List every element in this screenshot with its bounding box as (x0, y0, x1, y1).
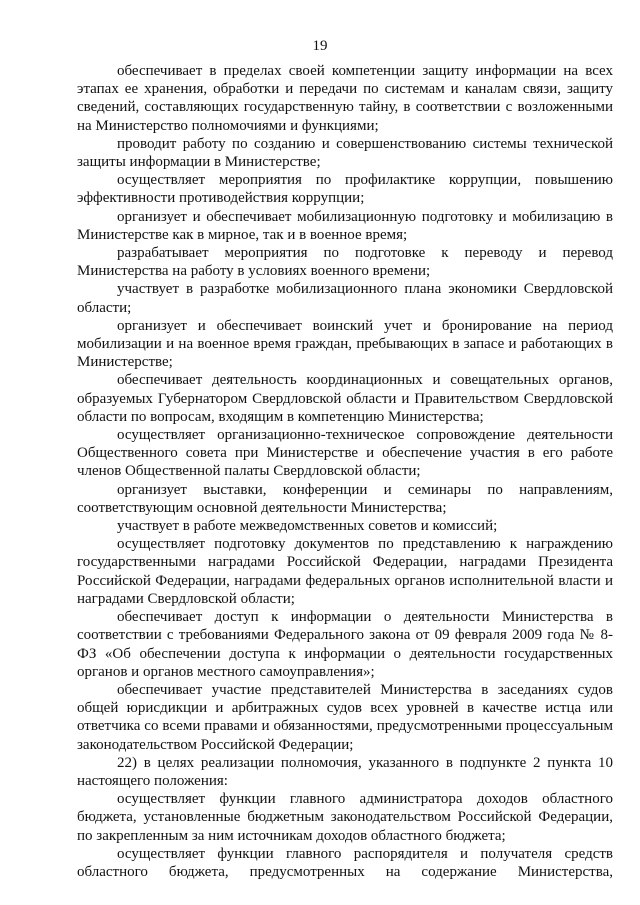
paragraph-mobilization-plan: участвует в разработке мобилизационного плана экономики Свердловской области; (77, 281, 613, 316)
paragraph-budget-manager: осуществляет функции главного распорядителя и получателя средств областного бюджета, предусмотренных на содержание Министерства, (77, 845, 613, 880)
paragraph-item-22: 22) в целях реализации полномочия, указанного в подпункте 2 пункта 10 настоящего положения: (77, 754, 613, 789)
paragraph-wartime-transfer: разрабатывает мероприятия по подготовке к переводу и перевод Министерства на работу в условиях военного времени; (77, 245, 613, 280)
paragraph-military-registration: организует и обеспечивает воинский учет и бронирование на период мобилизации и на военное время граждан, пребывающих в запасе и работающих в Министерстве; (77, 317, 613, 371)
paragraph-coordination-bodies: обеспечивает деятельность координационных и совещательных органов, образуемых Губернатором Свердловской области и Правительством Свердловской области по вопросам, входящим в компетенцию Министерства; (77, 372, 613, 425)
document-body (77, 62, 613, 881)
paragraph-anticorruption: осуществляет мероприятия по профилактике коррупции, повышению эффективности противодействия коррупции; (77, 172, 613, 207)
paragraph-interagency-councils: участвует в работе межведомственных советов и комиссий; (117, 518, 498, 535)
paragraph-mobilization-preparation: организует и обеспечивает мобилизационную подготовку и мобилизацию в Министерстве как в мирное, так и в военное время; (77, 208, 613, 243)
paragraph-information-protection: обеспечивает в пределах своей компетенции защиту информации на всех этапах ее хранения, обработки и передачи по системам и каналам связи, защиту сведений, составляющих государственную тайну, в соответствии с возложенными на Министерство полномочиями и функциями; (77, 63, 613, 134)
paragraph-court-participation: обеспечивает участие представителей Министерства в заседаниях судов общей юрисдикции и арбитражных судов всех уровней в качестве истца или ответчика со всеми правами и обязанностями, предусмотренными процессуальным законодательством Российской Федерации; (77, 681, 613, 753)
paragraph-exhibitions: организует выставки, конференции и семинары по направлениям, соответствующим основной деятельности Министерства; (77, 481, 613, 516)
paragraph-public-council: осуществляет организационно-техническое сопровождение деятельности Общественного совета при Министерстве и обеспечение участия в его работе членов Общественной палаты Свердловской области; (77, 427, 613, 480)
paragraph-information-access: обеспечивает доступ к информации о деятельности Министерства в соответствии с требованиями Федерального закона от 09 февраля 2009 года № 8-ФЗ «Об обеспечении доступа к информации о деятельности государственных органов и органов местного самоуправления»; (77, 609, 613, 680)
page-number: 19 (312, 38, 328, 54)
paragraph-state-awards: осуществляет подготовку документов по представлению к награждению государственными наградами Российской Федерации, наградами Президента Российской Федерации, наградами федеральных органов исполнительной власти и наградами Свердловской области; (77, 536, 613, 607)
paragraph-technical-protection: проводит работу по созданию и совершенствованию системы технической защиты информации в Министерстве; (77, 135, 613, 171)
paragraph-revenue-administrator: осуществляет функции главного администратора доходов областного бюджета, установленные бюджетным законодательством Российской Федерации, по закрепленным за ним источникам доходов областного бюджета; (77, 791, 613, 844)
